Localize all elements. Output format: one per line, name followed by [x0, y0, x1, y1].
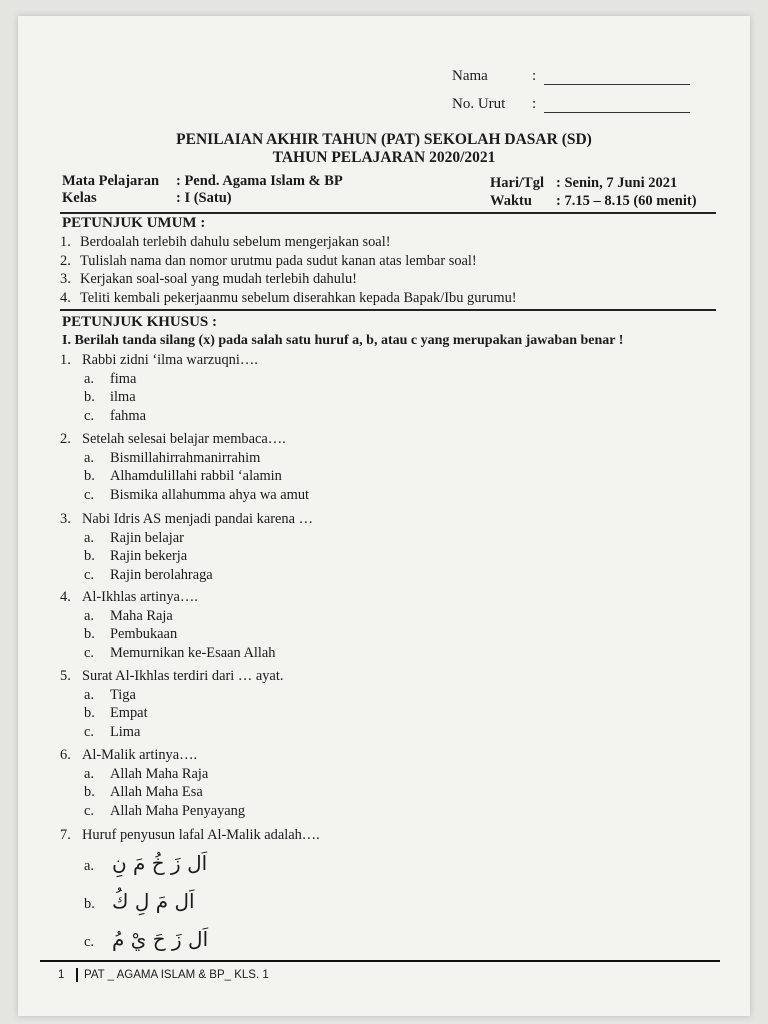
arabic-letters: اَل مَ لِ كُ — [112, 889, 195, 913]
option-c[interactable]: c. Memurnikan ke-Esaan Allah — [84, 644, 276, 661]
subject-label: Mata Pelajaran — [62, 173, 160, 189]
footer-divider — [40, 960, 720, 962]
footer-bar — [76, 968, 78, 982]
name-blank-line[interactable] — [544, 70, 690, 85]
question-3: 3. Nabi Idris AS menjadi pandai karena … a. Rajin belajar b. Rajin bekerja c. Rajin berolahraga — [60, 511, 313, 583]
section-instruction: I. Berilah tanda silang (x) pada salah satu huruf a, b, atau c yang merupakan jawaban benar ! — [62, 333, 624, 348]
option-a[interactable]: a. Tiga — [84, 686, 136, 703]
option-c[interactable]: c. Bismika allahumma ahya wa amut — [84, 486, 310, 503]
day-label: Hari/Tgl — [490, 175, 544, 191]
exam-year: TAHUN PELAJARAN 2020/2021 — [272, 149, 496, 166]
divider-middle — [60, 309, 716, 311]
option-b[interactable]: b. ilma — [84, 389, 136, 405]
option-c[interactable]: c. fahma — [84, 407, 146, 424]
option-c[interactable]: c. اَل زَ حَ يْ مُ — [84, 927, 209, 951]
subject-value: : Pend. Agama Islam & BP — [176, 173, 343, 189]
option-c[interactable]: c. Allah Maha Penyayang — [84, 802, 246, 819]
arabic-letters: اَل زَ حَ يْ مُ — [112, 927, 209, 951]
page-footer — [58, 968, 269, 982]
question-text: Setelah selesai belajar membaca…. — [82, 431, 286, 447]
option-b[interactable]: b. Rajin bekerja — [84, 548, 188, 564]
option-a[interactable]: a. Maha Raja — [84, 607, 173, 624]
class-label: Kelas — [62, 190, 97, 206]
option-b[interactable]: b. Empat — [84, 705, 148, 721]
question-text: Al-Malik artinya…. — [82, 747, 198, 763]
option-b[interactable]: b. اَل مَ لِ كُ — [84, 889, 195, 913]
number-label: No. Urut — [452, 96, 506, 112]
option-b[interactable]: b. Allah Maha Esa — [84, 784, 203, 800]
option-c[interactable]: c. Lima — [84, 723, 141, 740]
general-instructions-heading: PETUNJUK UMUM : — [62, 215, 206, 231]
question-4: 4. Al-Ikhlas artinya…. a. Maha Raja b. Pembukaan c. Memurnikan ke-Esaan Allah — [60, 589, 276, 661]
time-value: : 7.15 – 8.15 (60 menit) — [556, 193, 697, 209]
list-item: 1. Berdoalah terlebih dahulu sebelum mengerjakan soal! — [60, 234, 391, 250]
list-item: 2. Tulislah nama dan nomor urutmu pada sudut kanan atas lembar soal! — [60, 252, 477, 269]
question-7: 7. Huruf penyusun lafal Al-Malik adalah…. — [60, 827, 320, 843]
day-value: : Senin, 7 Juni 2021 — [556, 175, 678, 191]
arabic-letters: اَل زَ خُ مَ نِ — [112, 851, 208, 875]
option-a[interactable]: a. Rajin belajar — [84, 529, 184, 546]
name-colon: : — [532, 68, 537, 84]
option-a[interactable]: a. Bismillahirrahmanirrahim — [84, 449, 261, 466]
option-a[interactable]: a. Allah Maha Raja — [84, 765, 209, 782]
list-item: 4. Teliti kembali pekerjaanmu sebelum diserahkan kepada Bapak/Ibu gurumu! — [60, 289, 517, 306]
question-text: Surat Al-Ikhlas terdiri dari … ayat. — [82, 668, 284, 684]
question-2: 2. Setelah selesai belajar membaca…. a. Bismillahirrahmanirrahim b. Alhamdulillahi rabbil ‘alamin c. Bismika allahumma ahya wa amut — [60, 431, 310, 503]
name-label: Nama — [452, 68, 488, 84]
option-b[interactable]: b. Pembukaan — [84, 626, 178, 642]
option-a[interactable]: a. fima — [84, 370, 137, 387]
divider-top — [60, 212, 716, 214]
class-value: : I (Satu) — [176, 190, 232, 206]
question-1: 1. Rabbi zidni ‘ilma warzuqni…. a. fima b. ilma c. fahma — [60, 352, 258, 424]
option-a[interactable]: a. اَل زَ خُ مَ نِ — [84, 851, 208, 875]
exam-title: PENILAIAN AKHIR TAHUN (PAT) SEKOLAH DASAR (SD) — [176, 131, 592, 148]
question-5: 5. Surat Al-Ikhlas terdiri dari … ayat. a. Tiga b. Empat c. Lima — [60, 668, 284, 740]
question-text: Rabbi zidni ‘ilma warzuqni…. — [82, 352, 258, 368]
page-number: 1 — [58, 969, 65, 982]
list-item: 3. Kerjakan soal-soal yang mudah terlebih dahulu! — [60, 271, 357, 287]
specific-instructions-heading: PETUNJUK KHUSUS : — [62, 314, 218, 330]
name-field-row — [452, 68, 690, 85]
number-colon: : — [532, 96, 537, 112]
question-text: Huruf penyusun lafal Al-Malik adalah…. — [82, 827, 320, 843]
footer-text: PAT _ AGAMA ISLAM & BP_ KLS. 1 — [84, 969, 269, 982]
number-field-row — [452, 96, 690, 113]
question-text: Nabi Idris AS menjadi pandai karena … — [82, 511, 313, 527]
general-instructions-list — [60, 233, 517, 307]
option-b[interactable]: b. Alhamdulillahi rabbil ‘alamin — [84, 468, 282, 484]
time-label: Waktu — [490, 193, 532, 209]
question-text: Al-Ikhlas artinya…. — [82, 589, 198, 605]
question-7-options — [84, 844, 208, 958]
question-6: 6. Al-Malik artinya…. a. Allah Maha Raja b. Allah Maha Esa c. Allah Maha Penyayang — [60, 747, 246, 819]
option-c[interactable]: c. Rajin berolahraga — [84, 566, 213, 583]
number-blank-line[interactable] — [544, 98, 690, 113]
